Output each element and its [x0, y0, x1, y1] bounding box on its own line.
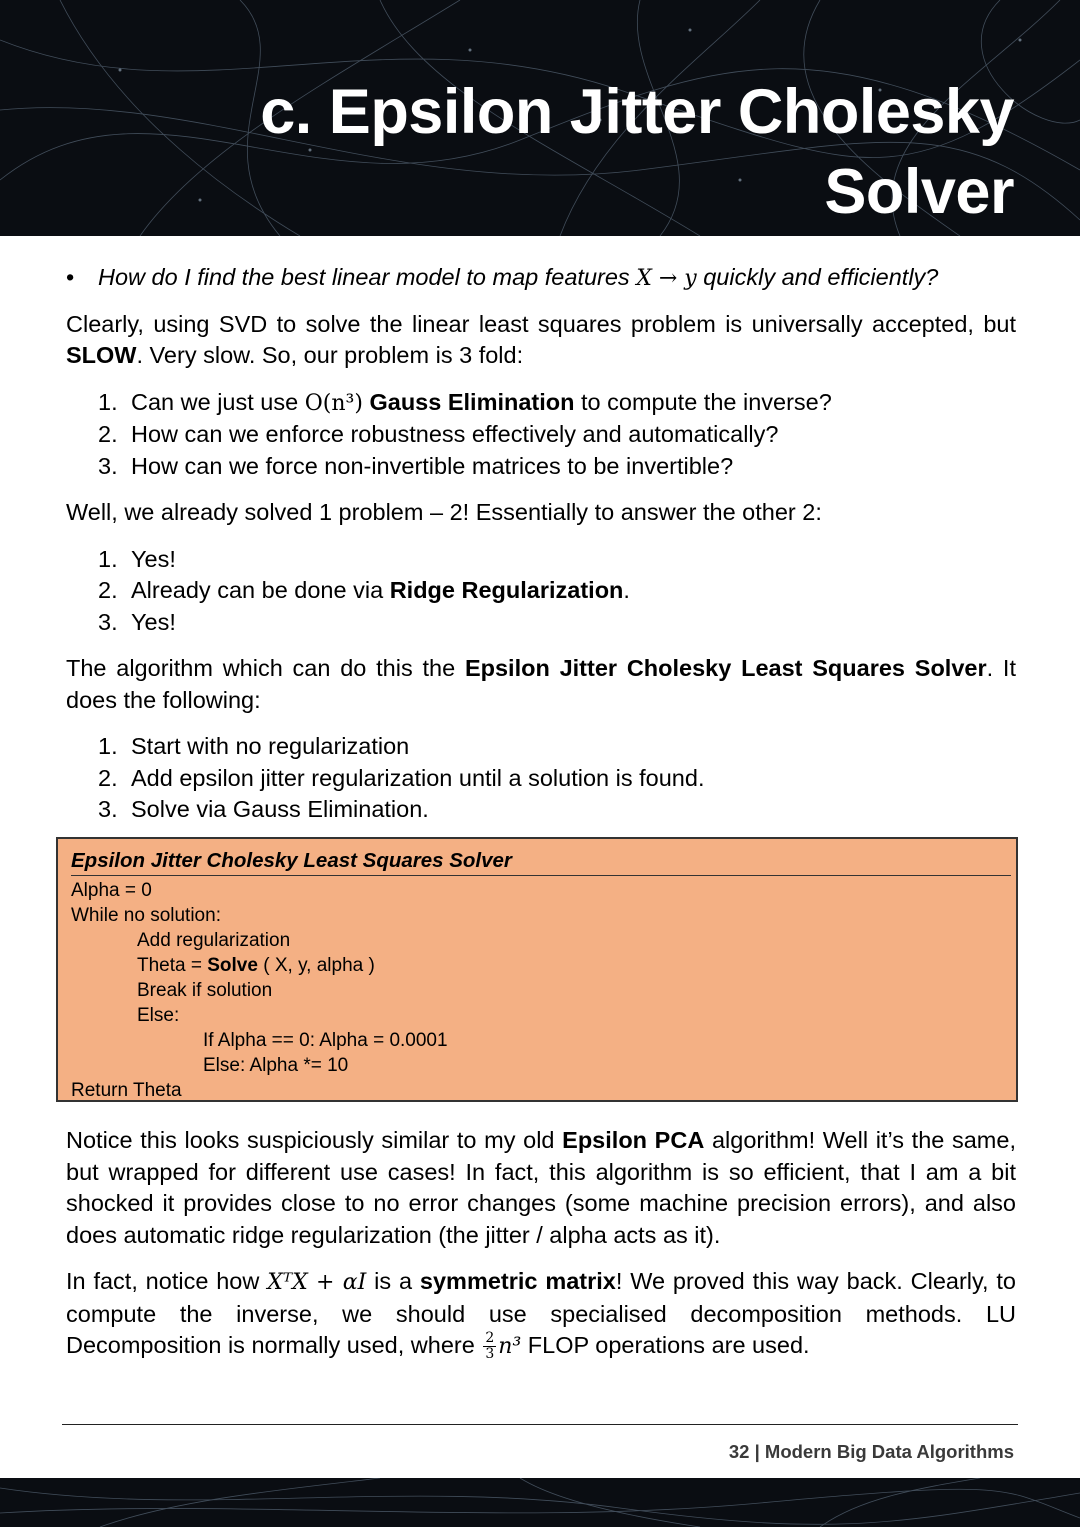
- algorithm-line: Else:: [137, 1005, 180, 1026]
- algorithm-line: While no solution:: [71, 905, 221, 926]
- list-number: 2.: [98, 764, 118, 791]
- para4-text: Notice this looks suspiciously similar to my old: [66, 1127, 563, 1153]
- list-item: [66, 731, 1016, 763]
- intro-math: X → y: [636, 266, 697, 291]
- list-text: Yes!: [131, 545, 176, 572]
- para5-bold: symmetric matrix: [419, 1268, 616, 1294]
- algorithm-line: Break if solution: [137, 980, 273, 1001]
- fraction-numerator: 2: [485, 1330, 495, 1347]
- list-bold: Gauss Elimination: [362, 388, 575, 415]
- intro-question: [66, 262, 1016, 295]
- list-math: O(n³): [304, 390, 363, 416]
- page-title: [114, 72, 1014, 232]
- list-number: 1.: [98, 733, 118, 759]
- bullet-dot: •: [66, 264, 75, 290]
- para3-text-after: . It does the following:: [66, 655, 1016, 713]
- list-number: 2.: [98, 421, 118, 447]
- para1-text-after: . Very slow. So, our problem is 3 fold:: [136, 342, 524, 368]
- list-item: [66, 607, 1016, 639]
- list-text-after: to compute the inverse?: [574, 388, 832, 415]
- list-bold: Ridge Regularization: [389, 577, 624, 603]
- para5-text-mid: is a: [366, 1268, 420, 1294]
- list-item: [66, 387, 1016, 420]
- para4-bold: Epsilon PCA: [562, 1127, 705, 1153]
- list-text-after: .: [623, 577, 630, 603]
- para1-bold: SLOW: [66, 342, 137, 368]
- list-item: [66, 575, 1016, 607]
- para5-text-end: FLOP operations are used.: [521, 1332, 810, 1358]
- list-text: Solve via Gauss Elimination.: [131, 796, 429, 822]
- para4-text-after: algorithm! Well it’s the same, but wrapped for different use cases! In fact, this algorithm is so efficient, that I am a bit shocked it provides close to no error changes (some machine precision errors), and also does automatic ridge regularization (the jitter / alpha acts as it).: [66, 1127, 1016, 1248]
- algorithm-box: [56, 837, 1018, 1102]
- para5-text-after: ! We proved this way back. Clearly, to compute the inverse, we should use specialised decomposition methods. LU Decomposition is normally used, where: [66, 1268, 1016, 1358]
- algorithm-line: Return Theta: [71, 1080, 182, 1101]
- page-number: 32: [728, 1441, 750, 1462]
- list-number: 1.: [98, 388, 118, 415]
- para5-text: In fact, notice how: [66, 1268, 268, 1294]
- book-title: Modern Big Data Algorithms: [764, 1441, 1014, 1462]
- paragraph-4: [66, 1125, 1016, 1251]
- footer-band: [0, 1478, 1080, 1527]
- paragraph-1: [66, 309, 1016, 372]
- list-number: 3.: [98, 452, 118, 479]
- intro-text-after: quickly and efficiently?: [696, 264, 939, 290]
- list-item: [66, 451, 1016, 483]
- para3-text: The algorithm which can do this the: [66, 655, 465, 681]
- algorithm-line: Add regularization: [137, 930, 291, 951]
- paragraph-2: Well, we already solved 1 problem – 2! Essentially to answer the other 2:: [66, 499, 822, 525]
- para1-text: Clearly, using SVD to solve the linear least squares problem is universally accepted, but: [66, 310, 1016, 337]
- list-number: 2.: [98, 577, 118, 603]
- list-number: 1.: [98, 545, 118, 572]
- header-banner: [0, 0, 1080, 236]
- list-item: [66, 544, 1016, 576]
- lower-content: [66, 1125, 1016, 1378]
- intro-text-before: How do I find the best linear model to map features: [98, 264, 637, 290]
- steps-list: [66, 731, 1016, 826]
- footer-separator: |: [754, 1441, 760, 1462]
- list-item: [66, 763, 1016, 795]
- list-number: 3.: [98, 796, 118, 822]
- algorithm-line: Else: Alpha *= 10: [203, 1055, 349, 1076]
- list-text: How can we enforce robustness effectively and automatically?: [131, 421, 779, 447]
- answer-list: [66, 544, 1016, 639]
- list-text: Can we just use: [131, 388, 305, 415]
- list-text: Already can be done via: [131, 577, 390, 603]
- main-content: [66, 262, 1016, 841]
- fraction: [483, 1331, 496, 1362]
- problem-list: [66, 387, 1016, 483]
- list-item: [66, 794, 1016, 826]
- algorithm-line: [137, 953, 375, 978]
- fraction-denominator: 3: [485, 1346, 495, 1363]
- algorithm-line: Alpha = 0: [71, 880, 152, 901]
- list-text: Yes!: [131, 608, 176, 635]
- algorithm-title: Epsilon Jitter Cholesky Least Squares Solver: [71, 848, 1011, 876]
- algorithm-line: If Alpha == 0: Alpha = 0.0001: [203, 1030, 448, 1051]
- algorithm-text: ( X, y, alpha ): [257, 955, 375, 976]
- list-text: How can we force non-invertible matrices to be invertible?: [131, 452, 734, 479]
- para3-bold: Epsilon Jitter Cholesky Least Squares Solver: [464, 655, 987, 681]
- para5-math: XᵀX + αI: [267, 1270, 367, 1295]
- list-text: Add epsilon jitter regularization until a solution is found.: [131, 764, 705, 791]
- list-text: Start with no regularization: [131, 733, 410, 759]
- paragraph-5: [66, 1266, 1016, 1363]
- page-footer: [729, 1441, 1014, 1463]
- list-item: [66, 419, 1016, 451]
- algorithm-bold: Solve: [207, 955, 258, 976]
- title-line-2: Solver: [824, 157, 1014, 227]
- title-line-1: c. Epsilon Jitter Cholesky: [260, 77, 1014, 147]
- para5-math-2: n³: [498, 1334, 522, 1359]
- network-background-graphic: [0, 1478, 1080, 1527]
- algorithm-text: Theta =: [137, 955, 208, 976]
- footer-divider: [62, 1424, 1018, 1425]
- paragraph-3: [66, 653, 1016, 716]
- list-number: 3.: [98, 608, 118, 635]
